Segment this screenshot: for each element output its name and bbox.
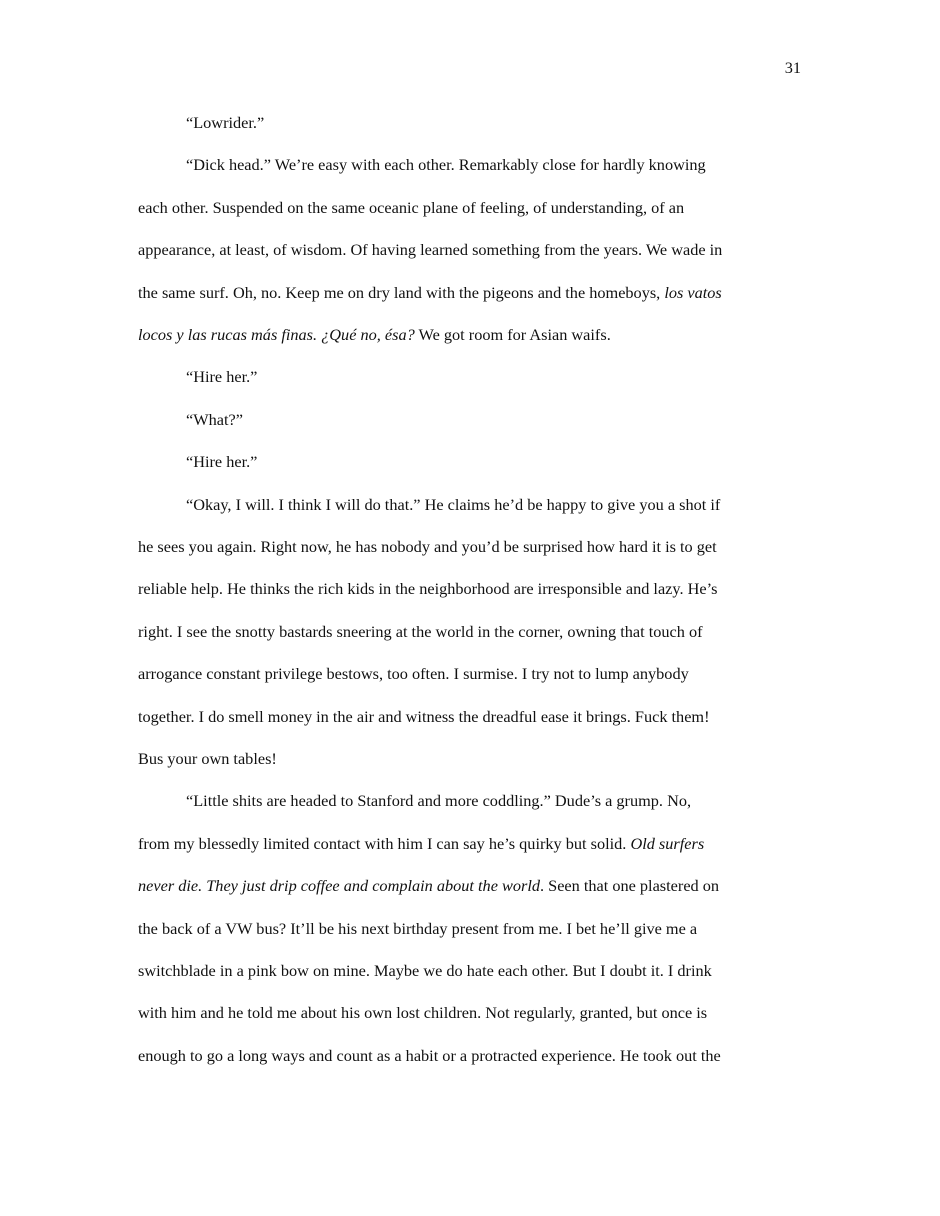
text-line: [138, 240, 722, 260]
text-run: he sees you again. Right now, he has nobody and you’d be surprised how hard it is to get: [138, 537, 717, 556]
text-run: “Okay, I will. I think I will do that.” He claims he’d be happy to give you a shot if: [186, 494, 721, 514]
text-run: . Seen that one plastered on: [540, 876, 720, 896]
italic-text: locos y las rucas más finas. ¿Qué no, ésa?: [138, 325, 415, 344]
text-run: reliable help. He thinks the rich kids in the neighborhood are irresponsible and lazy. He’s: [138, 579, 718, 599]
text-line: [138, 749, 277, 769]
text-line: [138, 198, 684, 218]
italic-text: never die. They just drip coffee and complain about the world: [138, 876, 540, 896]
text-run: from my blessedly limited contact with him I can say he’s quirky but solid.: [138, 833, 631, 853]
text-run: “Little shits are headed to Stanford and more coddling.” Dude’s a grump. No,: [186, 791, 692, 811]
text-run: each other. Suspended on the same oceanic plane of feeling, of understanding, of an: [138, 197, 685, 217]
text-line: [138, 834, 704, 854]
text-run: with him and he told me about his own lost children. Not regularly, granted, but once is: [138, 1003, 708, 1023]
text-line: [138, 961, 712, 981]
text-line: [138, 579, 717, 599]
text-line: [138, 919, 697, 939]
text-run: right. I see the snotty bastards sneering at the world in the corner, owning that touch of: [138, 621, 703, 641]
text-line: [186, 791, 691, 811]
text-line: [138, 325, 611, 345]
text-run: “What?”: [186, 409, 243, 429]
italic-text: Old surfers: [630, 833, 705, 853]
text-line: [186, 367, 257, 387]
text-line: [186, 113, 264, 133]
text-run: the back of a VW bus? It’ll be his next birthday present from me. I bet he’ll give me a: [138, 918, 698, 938]
text-run: the same surf. Oh, no. Keep me on dry land with the pigeons and the homeboys,: [138, 282, 665, 302]
text-run: appearance, at least, of wisdom. Of having learned something from the years. We wade in: [138, 240, 723, 260]
text-line: [186, 495, 720, 515]
text-run: “Lowrider.”: [186, 113, 265, 132]
italic-text: los vatos: [664, 282, 722, 302]
text-line: [138, 1046, 721, 1066]
text-run: enough to go a long ways and count as a habit or a protracted experience. He took out the: [138, 1045, 721, 1065]
text-run: “Dick head.” We’re easy with each other. Remarkably close for hardly knowing: [186, 155, 706, 175]
text-line: [138, 622, 703, 642]
text-line: [186, 155, 706, 175]
text-run: together. I do smell money in the air and witness the dreadful ease it brings. Fuck them!: [138, 706, 710, 726]
text-line: [138, 537, 717, 557]
text-line: [138, 664, 689, 684]
text-line: [138, 707, 710, 727]
text-line: [138, 283, 722, 303]
text-run: arrogance constant privilege bestows, too often. I surmise. I try not to lump anybody: [138, 664, 689, 684]
text-line: [186, 452, 257, 472]
text-run: Bus your own tables!: [138, 749, 277, 768]
text-run: We got room for Asian waifs.: [414, 325, 611, 344]
text-line: [138, 876, 719, 896]
text-run: “Hire her.”: [186, 452, 258, 472]
text-run: “Hire her.”: [186, 367, 258, 387]
text-line: [186, 410, 243, 430]
page-number: 31: [784, 58, 801, 77]
text-line: [138, 1003, 707, 1023]
text-run: switchblade in a pink bow on mine. Maybe we do hate each other. But I doubt it. I drink: [138, 961, 712, 980]
